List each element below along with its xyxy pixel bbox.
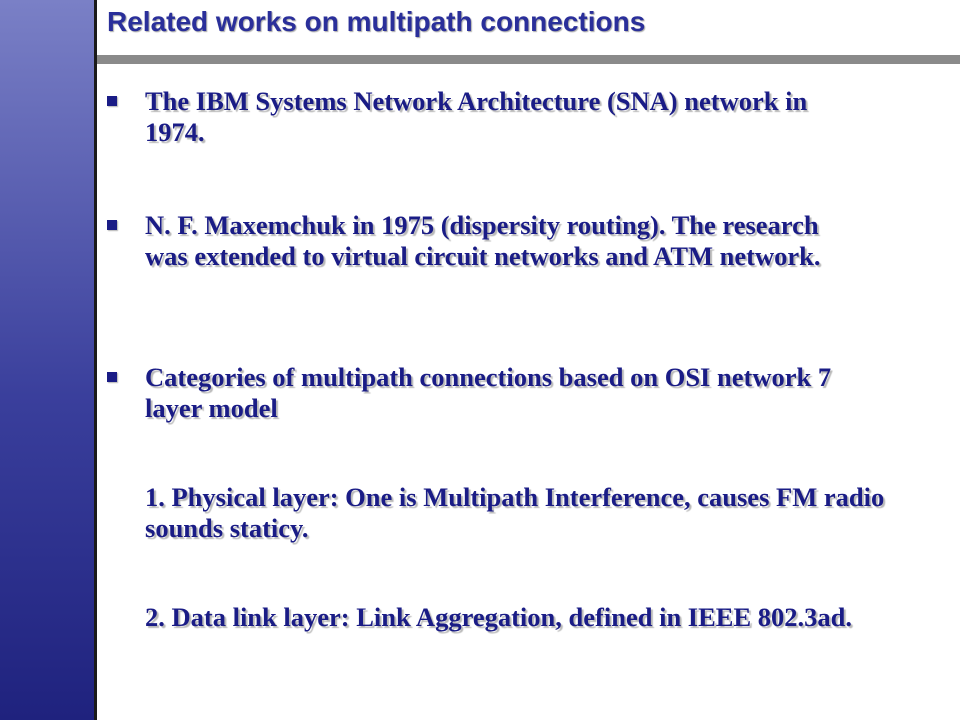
slide-title: Related works on multipath connections xyxy=(107,6,646,37)
sub-item: 1. Physical layer: One is Multipath Interference, causes FM radio sounds staticy. xyxy=(145,482,885,543)
bullet-item xyxy=(105,210,865,272)
side-band xyxy=(0,0,94,720)
bullet-text: Categories of multipath connections based on OSI network 7 layer model xyxy=(145,362,832,423)
side-band-edge xyxy=(94,0,97,720)
square-bullet-icon xyxy=(107,220,117,230)
bullet-item xyxy=(105,362,865,424)
bullet-item xyxy=(105,86,865,148)
sub-item: 2. Data link layer: Link Aggregation, defined in IEEE 802.3ad. xyxy=(145,602,853,632)
square-bullet-icon xyxy=(107,96,117,106)
square-bullet-icon xyxy=(107,372,117,382)
bullet-text: N. F. Maxemchuk in 1975 (dispersity routing). The research was extended to virtual circuit networks and ATM network. xyxy=(145,210,821,271)
title-underline-rule xyxy=(97,55,960,64)
bullet-text: The IBM Systems Network Architecture (SNA) network in 1974. xyxy=(145,86,808,147)
